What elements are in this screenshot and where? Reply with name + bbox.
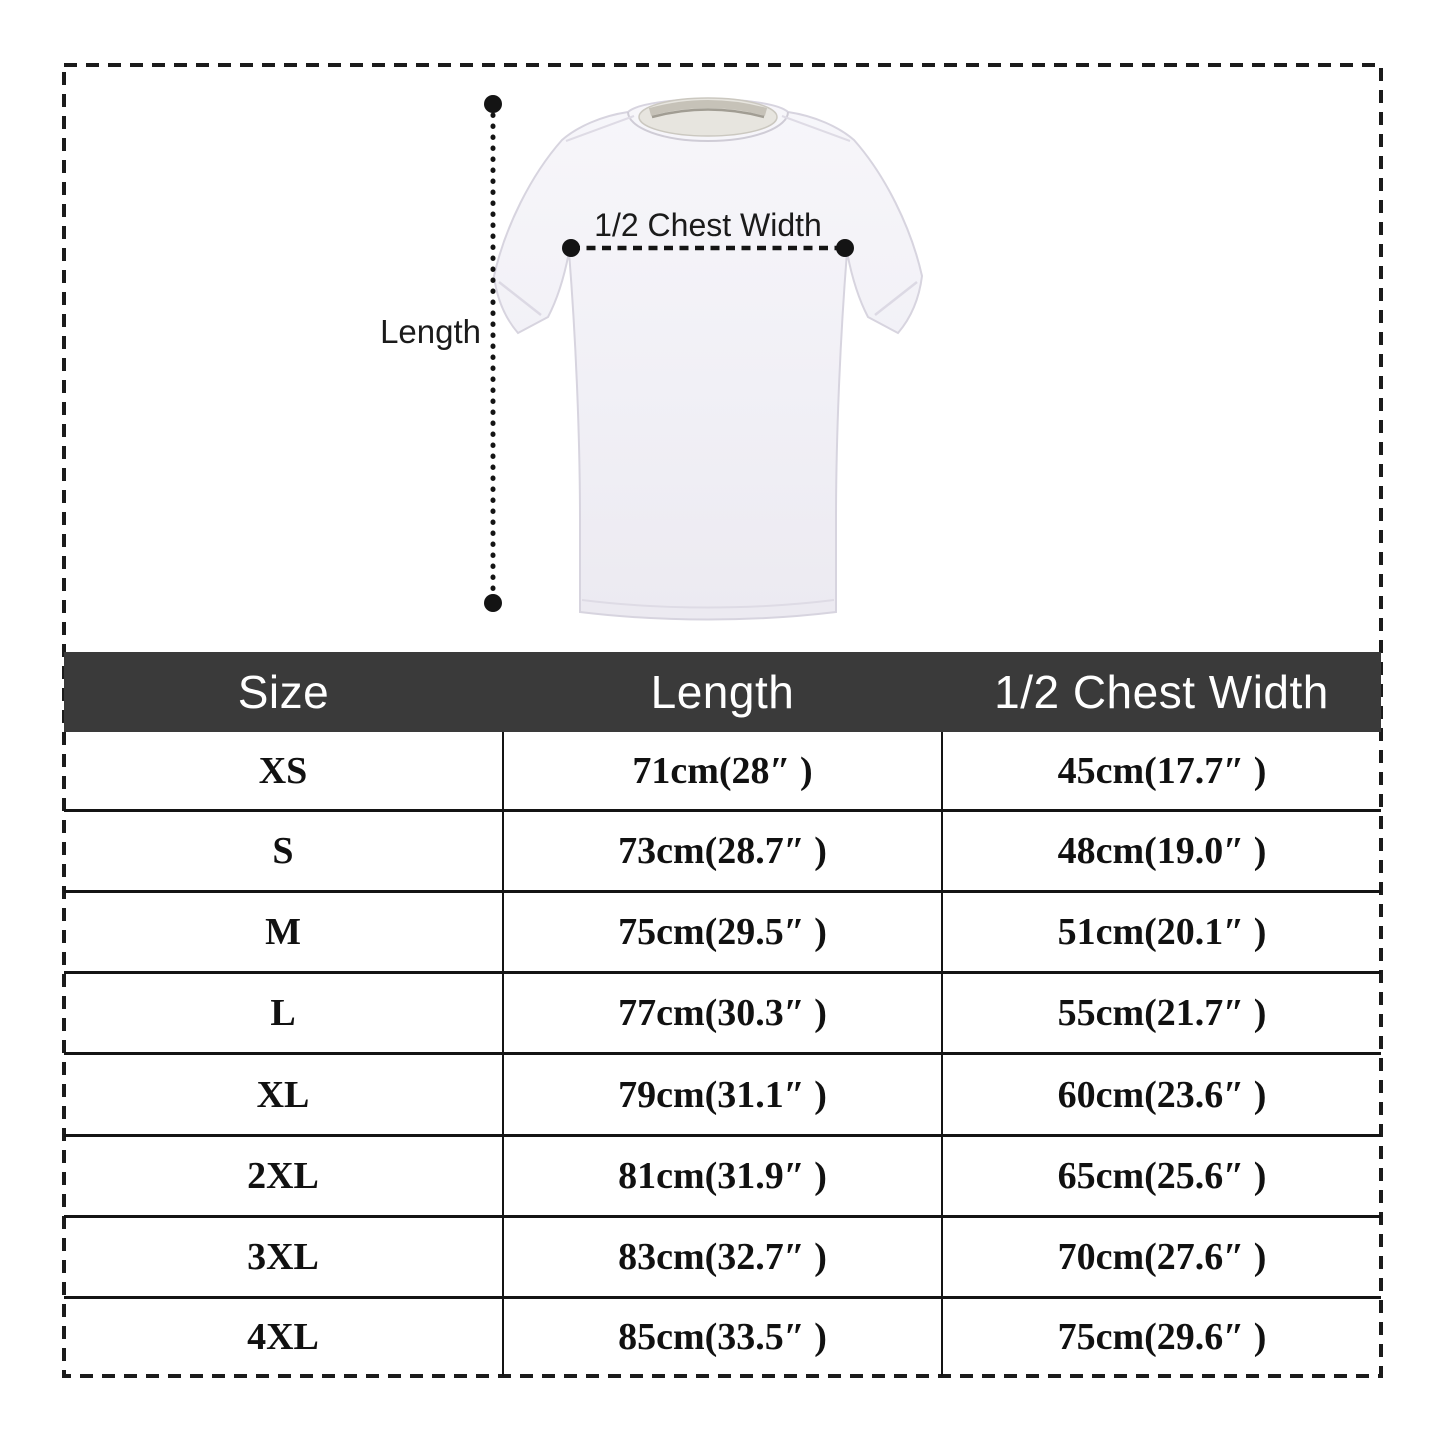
table-row <box>64 1135 1381 1216</box>
header-length: Length <box>503 652 942 732</box>
cell-size: XL <box>64 1054 503 1135</box>
cell-length: 81cm(31.9″ ) <box>503 1135 942 1216</box>
length-measurement <box>380 95 502 612</box>
cell-length: 77cm(30.3″ ) <box>503 973 942 1054</box>
chest-width-label: 1/2 Chest Width <box>594 207 822 243</box>
length-endpoint-dot-bottom <box>484 594 502 612</box>
cell-chest: 70cm(27.6″ ) <box>942 1216 1381 1297</box>
table-row <box>64 1297 1381 1376</box>
table-row <box>64 1216 1381 1297</box>
cell-size: 4XL <box>64 1297 503 1376</box>
tshirt-illustration <box>494 98 922 620</box>
cell-chest: 60cm(23.6″ ) <box>942 1054 1381 1135</box>
table-row <box>64 973 1381 1054</box>
cell-length: 79cm(31.1″ ) <box>503 1054 942 1135</box>
table-row <box>64 811 1381 892</box>
header-chest-width: 1/2 Chest Width <box>942 652 1381 732</box>
length-label: Length <box>380 313 481 350</box>
cell-size: 3XL <box>64 1216 503 1297</box>
cell-chest: 45cm(17.7″ ) <box>942 732 1381 811</box>
cell-length: 85cm(33.5″ ) <box>503 1297 942 1376</box>
length-endpoint-dot-top <box>484 95 502 113</box>
cell-chest: 75cm(29.6″ ) <box>942 1297 1381 1376</box>
size-table-container <box>64 652 1381 1376</box>
cell-chest: 51cm(20.1″ ) <box>942 892 1381 973</box>
size-table-header-row <box>64 652 1381 732</box>
cell-size: XS <box>258 749 308 792</box>
cell-size: L <box>64 973 503 1054</box>
cell-length: 83cm(32.7″ ) <box>503 1216 942 1297</box>
cell-length: 75cm(29.5″ ) <box>503 892 942 973</box>
size-table <box>64 652 1381 1376</box>
cell-chest: 55cm(21.7″ ) <box>942 973 1381 1054</box>
cell-size: S <box>64 811 503 892</box>
cell-size: 2XL <box>64 1135 503 1216</box>
table-row <box>64 892 1381 973</box>
cell-size: M <box>64 892 503 973</box>
table-row <box>64 732 1381 811</box>
header-size: Size <box>64 652 503 732</box>
table-row <box>64 1054 1381 1135</box>
cell-chest: 65cm(25.6″ ) <box>942 1135 1381 1216</box>
cell-chest: 48cm(19.0″ ) <box>942 811 1381 892</box>
cell-length: 71cm(28″ ) <box>503 732 942 811</box>
chest-endpoint-dot-left <box>562 239 580 257</box>
cell-length: 73cm(28.7″ ) <box>503 811 942 892</box>
chest-endpoint-dot-right <box>836 239 854 257</box>
tshirt-body <box>494 99 922 619</box>
